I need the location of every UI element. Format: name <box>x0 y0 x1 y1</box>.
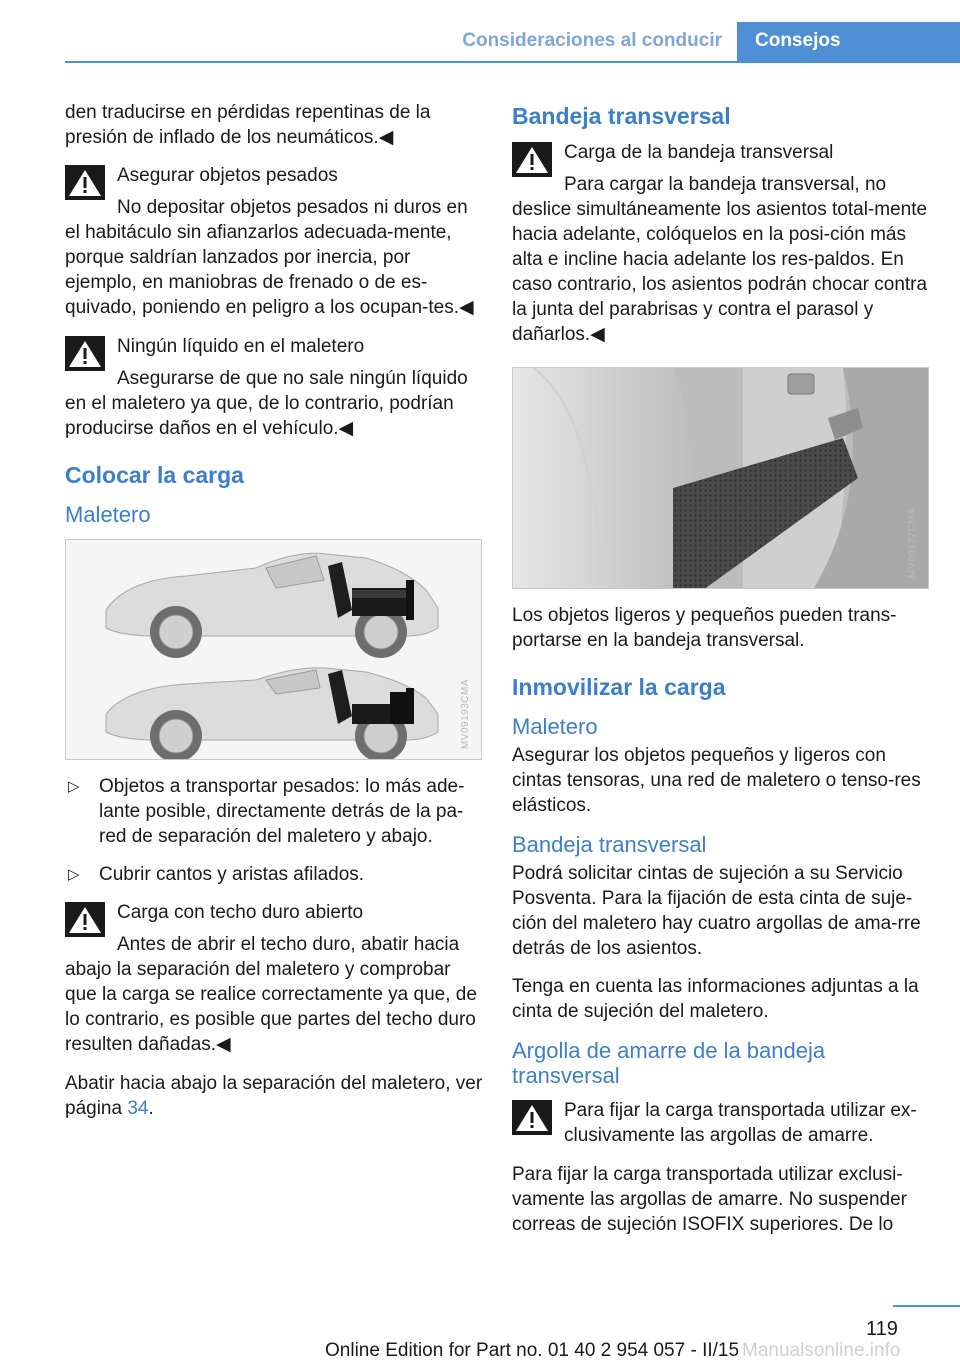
triangle-bullet-icon: ▷ <box>68 778 80 795</box>
shelf-straps-text: Podrá solicitar cintas de sujeción a su Servicio Posventa. Para la fijación de esta cinta de suje-ción del maletero hay cuatro argollas de ama-rre detrás de los asientos. <box>512 863 921 959</box>
warning-body: Para cargar la bandeja transversal, no deslice simultáneamente los asientos total-mente hacia adelante, colóquelos en la posi-ción más alta e incline hacia adelante los res-paldos. En caso contrario, los asientos podrán chocar contra la junta del parabrisas y contra el parasol y dañarlos.◀ <box>512 174 928 345</box>
car-loading-illustration <box>66 540 482 760</box>
section-title: Consideraciones al conducir <box>462 30 722 51</box>
closing-punctuation: . <box>148 1098 154 1119</box>
warning-title: Carga de la bandeja transversal <box>564 142 834 163</box>
subheading-maletero: Maletero <box>65 502 151 527</box>
header-rule <box>65 61 960 63</box>
warning-body: No depositar objetos pesados ni duros en el habitáculo sin afianzarlos adecuada-mente, porque saldrían lanzados por inercia, por ejemplo, en maniobras de frenado o de es-quivado, poniendo en peligro a los ocupan-tes.◀ <box>65 197 474 318</box>
subheading-maletero: Maletero <box>512 714 598 739</box>
left-column <box>65 100 485 1134</box>
storage-shelf-photo <box>512 367 929 589</box>
list-item-text: Cubrir cantos y aristas afilados. <box>99 864 365 885</box>
warning-body: Antes de abrir el techo duro, abatir hacia abajo la separación del maletero y comprobar que la carga se realice correctamente ya que, de lo contrario, es posible que partes del techo duro resulten dañadas.◀ <box>65 934 477 1055</box>
warning-heavy-objects <box>65 163 485 320</box>
warning-no-liquids <box>65 334 485 441</box>
page-number: 119 <box>866 1318 898 1340</box>
heading-colocar-carga: Colocar la carga <box>65 462 244 488</box>
triangle-bullet-icon: ▷ <box>68 866 80 883</box>
warning-title: Ningún líquido en el maletero <box>117 336 365 357</box>
warning-loading-shelf <box>512 140 930 347</box>
intro-text: den traducirse en pérdidas repentinas de la presión de inflado de los neumáticos.◀ <box>65 102 431 148</box>
warning-body: Para fijar la carga transportada utilizar ex-clusivamente las argollas de amarre. <box>564 1100 917 1146</box>
edition-text: Online Edition for Part no. 01 40 2 954 057 - II/15 <box>325 1340 740 1361</box>
shelf-info-text: Tenga en cuenta las informaciones adjuntas a la cinta de sujeción del maletero. <box>512 976 919 1022</box>
subheading-argolla: Argolla de amarre de la bandeja transversal <box>512 1038 826 1088</box>
watermark: Manualsonline.info <box>742 1340 901 1361</box>
closing-sentence: Abatir hacia abajo la separación del maletero, ver página <box>65 1073 483 1119</box>
page-header <box>0 0 960 62</box>
trunk-securing-text: Asegurar los objetos pequeños y ligeros con cintas tensoras, una red de maletero o tenso-res elásticos. <box>512 745 921 816</box>
lashing-final-text: Para fijar la carga transportada utilizar exclusi-vamente las argollas de amarre. No suspender correas de sujeción ISOFIX superiores. De lo <box>512 1164 907 1235</box>
warning-title: Carga con techo duro abierto <box>117 902 364 923</box>
list-item <box>65 862 485 887</box>
heading-bandeja-transversal: Bandeja transversal <box>512 103 731 129</box>
warning-triangle-icon <box>65 902 105 937</box>
heading-inmovilizar-carga: Inmovilizar la carga <box>512 674 726 700</box>
list-item-text: Objetos a transportar pesados: lo más ade-lante posible, directamente detrás de la pa-red de separación del maletero y abajo. <box>99 776 465 847</box>
chapter-tab: Consejos <box>737 22 960 62</box>
warning-lashing-eyes <box>512 1098 930 1148</box>
warning-triangle-icon <box>512 1100 552 1135</box>
subheading-bandeja: Bandeja transversal <box>512 832 707 857</box>
trunk-loading-figure <box>65 539 482 760</box>
warning-title: Asegurar objetos pesados <box>117 165 338 186</box>
light-objects-text: Los objetos ligeros y pequeños pueden trans-portarse en la bandeja transversal. <box>512 605 897 651</box>
warning-triangle-icon <box>512 142 552 177</box>
page-reference-link[interactable]: 34 <box>127 1098 149 1119</box>
right-column <box>512 100 930 1250</box>
loading-tips-list <box>65 774 485 887</box>
footer-rule <box>893 1305 960 1307</box>
list-item <box>65 774 485 849</box>
warning-hardtop-open <box>65 900 485 1057</box>
figure-code: MV09177CMA <box>907 507 918 578</box>
warning-body: Asegurarse de que no sale ningún líquido en el maletero ya que, de lo contrario, podrían producirse daños en el vehículo.◀ <box>65 368 468 439</box>
figure-code: MV09193CMA <box>460 678 471 749</box>
shelf-interior-illustration <box>513 368 929 589</box>
closing-text <box>65 1071 485 1121</box>
warning-triangle-icon <box>65 336 105 371</box>
warning-triangle-icon <box>65 165 105 200</box>
